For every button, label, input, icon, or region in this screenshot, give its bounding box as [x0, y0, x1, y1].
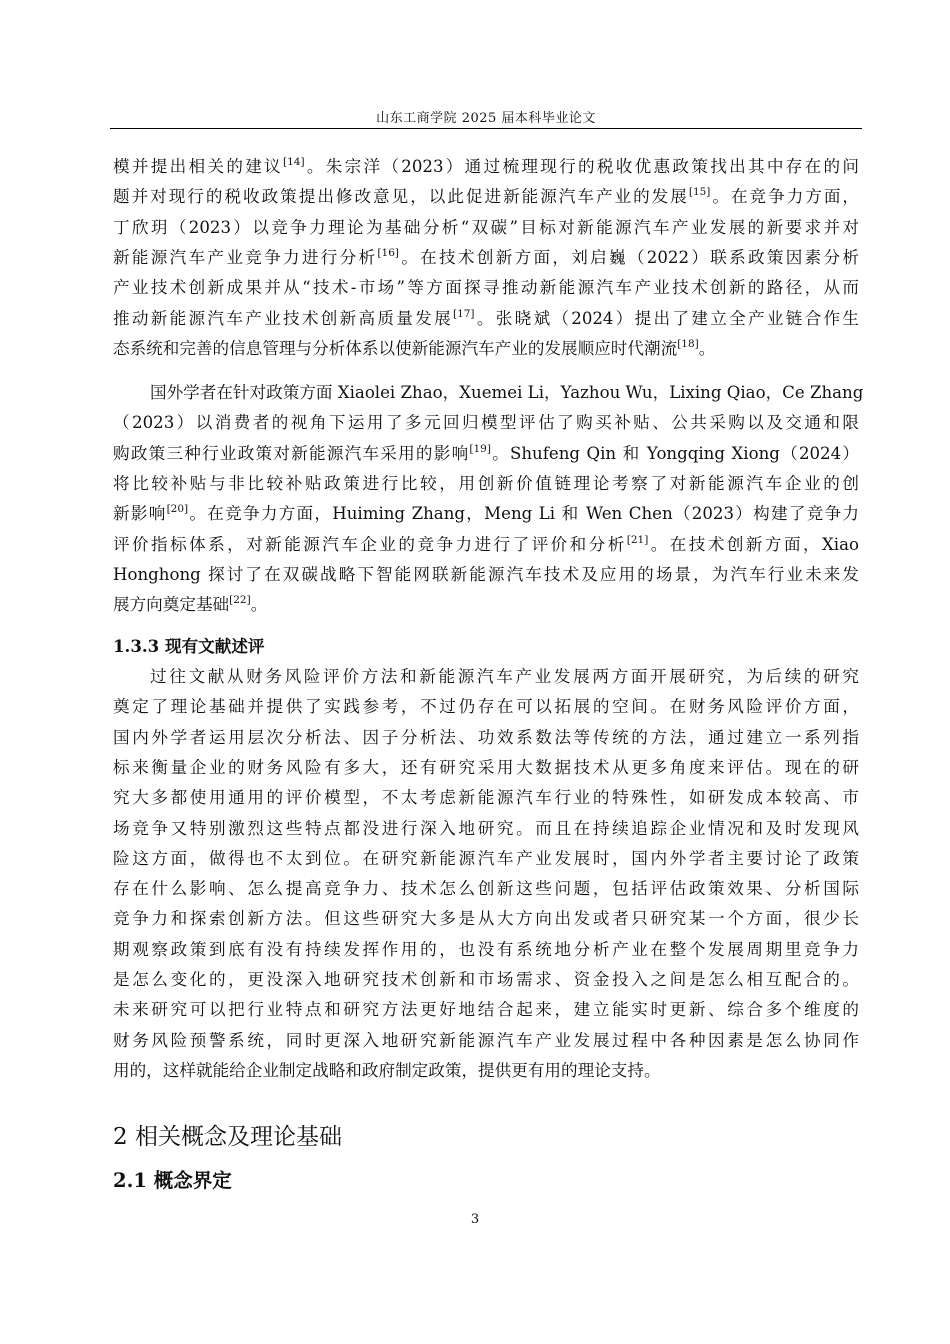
para3-line: [113, 1000, 859, 1020]
para1-line: [113, 157, 859, 177]
para1-line: [113, 187, 859, 207]
para3-line: [113, 849, 859, 869]
para1-line: [113, 309, 859, 329]
para3-line: [113, 1061, 859, 1081]
para1-line: [113, 278, 859, 298]
page-header: 山东工商学院 2025 届本科毕业论文: [376, 111, 596, 126]
para2-line: [150, 383, 864, 403]
line-text: 模并提出相关的建议: [113, 157, 283, 176]
para2-line: [113, 535, 859, 555]
line-text: 。: [698, 338, 716, 358]
line-text: （2023）以消费者的视角下运用了多元回归模型评估了购买补贴、公共采购以及交通和限: [113, 413, 859, 433]
line-text: 评价指标体系，对新能源汽车企业的竞争力进行了评价和分析: [113, 534, 627, 554]
line-text: 险这方面，做得也不太到位。在研究新能源汽车产业发展时，国内外学者主要讨论了政策: [113, 848, 859, 868]
para2-line: [113, 474, 859, 494]
line-text: 财务风险预警系统，同时更深入地研究新能源汽车产业发展过程中各种因素是怎么协同作: [113, 1030, 859, 1050]
para3-line: [113, 697, 859, 717]
section-heading: 2.1 概念界定: [113, 1169, 232, 1192]
citation-ref: [18]: [677, 337, 699, 350]
line-text: 产业技术创新成果并从“技术-市场”等方面探寻推动新能源汽车产业技术创新的路径，从而: [113, 278, 859, 298]
line-text: 。在竞争力方面，Huiming Zhang，Meng Li 和 Wen Chen（2023）构建了竞争力: [188, 504, 860, 524]
para3-line: [113, 728, 859, 748]
para3-line: [113, 970, 859, 990]
line-text: 。朱宗洋（2023）通过梳理现行的税收优惠政策找出其中存在的问: [304, 157, 860, 176]
citation-ref: [21]: [626, 533, 649, 546]
line-text: 。在技术创新方面，Xiao: [648, 534, 859, 554]
line-text: 。张晓斌（2024）提出了建立全产业链合作生: [474, 308, 860, 328]
para2-line: [113, 413, 859, 433]
line-text: 存在什么影响、怎么提高竞争力、技术怎么创新这些问题，包括评估政策效果、分析国际: [113, 879, 859, 899]
citation-ref: [17]: [452, 307, 475, 320]
page-number: 3: [470, 1212, 480, 1227]
header-rule: [110, 128, 862, 129]
line-text: 丁欣玥（2023）以竞争力理论为基础分析“双碳”目标对新能源汽车产业发展的新要求并对: [113, 217, 859, 237]
subsection-heading: 1.3.3 现有文献述评: [113, 636, 265, 656]
line-text: 题并对现行的税收政策提出修改意见，以此促进新能源汽车产业的发展: [113, 187, 689, 207]
line-text: 究大多都使用通用的评价模型，不太考虑新能源汽车行业的特殊性，如研发成本较高、市: [113, 788, 859, 808]
line-text: 用的，这样就能给企业制定战略和政府制定政策，提供更有用的理论支持。: [113, 1060, 661, 1080]
line-text: 国外学者在针对政策方面 Xiaolei Zhao，Xuemei Li，Yazhou Wu，Lixing Qiao，Ce Zhang: [150, 383, 864, 402]
para3-line: [113, 879, 859, 899]
para1-line: [113, 218, 859, 238]
line-text: 。Shufeng Qin 和 Yongqing Xiong（2024）: [490, 443, 859, 463]
para3-line: [113, 909, 859, 929]
line-text: Honghong 探讨了在双碳战略下智能网联新能源汽车技术及应用的场景，为汽车行业未来发: [113, 564, 859, 584]
line-text: 过往文献从财务风险评价方法和新能源汽车产业发展两方面开展研究，为后续的研究: [150, 667, 859, 686]
line-text: 未来研究可以把行业特点和研究方法更好地结合起来，建立能实时更新、综合多个维度的: [113, 1000, 859, 1020]
para2-line: [113, 504, 859, 524]
line-text: 购政策三种行业政策对新能源汽车采用的影响: [113, 443, 470, 463]
citation-ref: [15]: [688, 186, 711, 199]
line-text: 场竞争又特别激烈这些特点都没进行深入地研究。而且在持续追踪企业情况和及时发现风: [113, 818, 859, 838]
para1-line: [113, 339, 859, 359]
line-text: 新能源汽车产业竞争力进行分析: [113, 247, 378, 267]
citation-ref: [20]: [166, 503, 189, 516]
para2-line: [113, 444, 859, 464]
para3-line: [113, 1031, 859, 1051]
line-text: 竞争力和探索创新方法。但这些研究大多是从大方向出发或者只研究某一个方面，很少长: [113, 909, 859, 929]
para2-line: [113, 565, 859, 585]
line-text: 国内外学者运用层次分析法、因子分析法、功效系数法等传统的方法，通过建立一系列指: [113, 727, 859, 747]
citation-ref: [14]: [282, 156, 305, 168]
line-text: 是怎么变化的，更没深入地研究技术创新和市场需求、资金投入之间是怎么相互配合的。: [113, 970, 859, 989]
line-text: 标来衡量企业的财务风险有多大，还有研究采用大数据技术从更多角度来评估。现在的研: [113, 757, 859, 777]
para3-line: [113, 758, 859, 778]
line-text: 新影响: [113, 504, 167, 524]
line-text: 态系统和完善的信息管理与分析体系以使新能源汽车产业的发展顺应时代潮流: [113, 338, 678, 358]
line-text: 奠定了理论基础并提供了实践参考，不过仍存在可以拓展的空间。在财务风险评价方面，: [113, 697, 859, 717]
para1-line: [113, 248, 859, 268]
para3-line: [113, 940, 859, 960]
para3-line: [113, 819, 859, 839]
line-text: 。在技术创新方面，刘启巍（2022）联系政策因素分析: [398, 247, 860, 267]
para3-line: [150, 667, 859, 687]
citation-ref: [19]: [469, 442, 491, 455]
line-text: 。在竞争力方面，: [710, 187, 860, 207]
para2-line: [113, 595, 859, 615]
line-text: 期观察政策到底有没有持续发挥作用的，也没有系统地分析产业在整个发展周期里竞争力: [113, 939, 859, 959]
citation-ref: [16]: [377, 246, 399, 259]
citation-ref: [22]: [229, 594, 251, 607]
line-text: 将比较补贴与非比较补贴政策进行比较，用创新价值链理论考察了对新能源汽车企业的创: [113, 473, 859, 493]
line-text: 。: [250, 595, 268, 615]
line-text: 推动新能源汽车产业技术创新高质量发展: [113, 308, 453, 328]
para3-line: [113, 788, 859, 808]
chapter-heading: 2 相关概念及理论基础: [113, 1124, 342, 1150]
line-text: 展方向奠定基础: [113, 595, 230, 615]
